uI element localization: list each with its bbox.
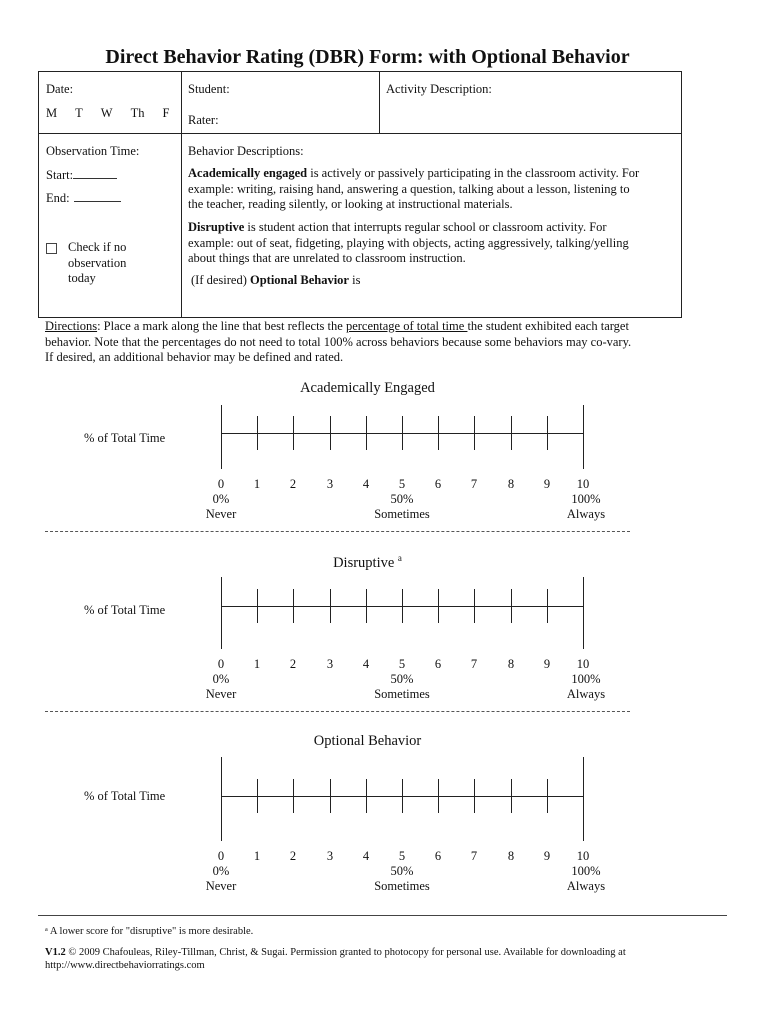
scale-number: 10: [576, 657, 590, 671]
scale-number: 7: [470, 477, 478, 491]
scale-tick: [293, 589, 294, 623]
student-label: Student:: [188, 82, 230, 96]
scale-tick: [547, 779, 548, 813]
scale-tick: [221, 405, 222, 469]
scale-number: 0: [217, 849, 225, 863]
scale-number: 3: [326, 849, 334, 863]
scale-anchor-0: 0% Never: [205, 864, 237, 893]
scale-number: 4: [362, 849, 370, 863]
end-label: End:: [46, 190, 121, 207]
scale-number: 5: [398, 657, 406, 671]
scale-number: 2: [289, 849, 297, 863]
website-link[interactable]: http://www.directbehaviorratings.com: [45, 960, 205, 971]
scale-title-engaged: Academically Engaged: [300, 380, 435, 396]
observation-time-label: Observation Time:: [46, 144, 140, 158]
scale-tick: [547, 416, 548, 450]
scale-number: 8: [507, 849, 515, 863]
scale-tick: [366, 779, 367, 813]
scale-tick: [221, 757, 222, 841]
day-w[interactable]: W: [100, 106, 113, 120]
scale-tick: [293, 416, 294, 450]
scale-tick: [474, 416, 475, 450]
scale-anchor-5: 50% Sometimes: [374, 492, 430, 521]
start-label: Start:: [46, 167, 117, 184]
engaged-description: Academically engaged is actively or passively participating in the classroom activity. For example: writing, raising hand, answering a question, talking about a lesson, listening to the teacher, reading silently, or looking at instructional materials.: [188, 166, 640, 211]
scale-tick: [221, 577, 222, 649]
scale-tick: [583, 757, 584, 841]
no-observation-check[interactable]: [46, 240, 57, 256]
scale-tick: [402, 416, 403, 450]
day-th[interactable]: Th: [130, 106, 145, 120]
day-f[interactable]: F: [162, 106, 170, 120]
scale-tick: [257, 416, 258, 450]
scale-tick: [330, 589, 331, 623]
pct-label-optional: % of Total Time: [84, 789, 166, 803]
scale-number: 6: [434, 849, 442, 863]
scale-anchor-5: 50% Sometimes: [374, 864, 430, 893]
day-m[interactable]: M: [46, 106, 58, 120]
scale-tick: [438, 779, 439, 813]
scale-number: 8: [507, 657, 515, 671]
scale-number: 4: [362, 477, 370, 491]
scale-tick: [257, 589, 258, 623]
scale-anchor-10: 100% Always: [566, 864, 606, 893]
scale-tick: [366, 589, 367, 623]
scale-tick: [330, 779, 331, 813]
scale-number: 8: [507, 477, 515, 491]
scale-tick: [511, 779, 512, 813]
scale-anchor-0: 0% Never: [205, 672, 237, 701]
scale-anchor-5: 50% Sometimes: [374, 672, 430, 701]
scale-number: 1: [253, 849, 261, 863]
scale-number: 3: [326, 657, 334, 671]
scale-number: 1: [253, 657, 261, 671]
scale-number: 10: [576, 477, 590, 491]
scale-tick: [330, 416, 331, 450]
scale-tick: [438, 416, 439, 450]
scale-anchor-10: 100% Always: [566, 672, 606, 701]
scale-tick: [257, 779, 258, 813]
start-field[interactable]: [73, 167, 117, 179]
end-field[interactable]: [74, 190, 121, 202]
weekday-options[interactable]: [46, 106, 187, 122]
scale-number: 10: [576, 849, 590, 863]
form-title: Direct Behavior Rating (DBR) Form: with Optional Behavior: [105, 46, 630, 68]
scale-tick: [583, 405, 584, 469]
divider: [45, 531, 630, 532]
scale-anchor-0: 0% Never: [205, 492, 237, 521]
scale-title-optional: Optional Behavior: [313, 733, 422, 749]
rater-label: Rater:: [188, 113, 219, 127]
no-observation-text: Check if no observation today: [68, 240, 127, 285]
pct-label-engaged: % of Total Time: [84, 431, 166, 445]
checkbox-icon[interactable]: [46, 243, 57, 254]
scale-number: 2: [289, 477, 297, 491]
activity-label: Activity Description:: [386, 82, 492, 96]
directions: Directions: Place a mark along the line that best reflects the percentage of total time the student exhibited each target behavior. Note that the percentages do not need to total 100% across behaviors because some behaviors may co-vary. If desired, an additional behavior may be defined and rated.: [45, 319, 632, 364]
scale-anchor-10: 100% Always: [566, 492, 606, 521]
scale-number: 1: [253, 477, 261, 491]
scale-tick: [402, 589, 403, 623]
scale-tick: [511, 589, 512, 623]
scale-tick: [583, 577, 584, 649]
scale-tick: [366, 416, 367, 450]
behavior-heading: Behavior Descriptions:: [188, 144, 304, 158]
scale-tick: [474, 589, 475, 623]
scale-tick: [547, 589, 548, 623]
scale-tick: [511, 416, 512, 450]
scale-number: 6: [434, 477, 442, 491]
scale-tick: [438, 589, 439, 623]
scale-number: 9: [543, 477, 551, 491]
scale-number: 9: [543, 657, 551, 671]
scale-number: 4: [362, 657, 370, 671]
scale-number: 5: [398, 849, 406, 863]
scale-number: 3: [326, 477, 334, 491]
copyright: V1.2 © 2009 Chafouleas, Riley-Tillman, Christ, & Sugai. Permission granted to photocopy for personal use. Available for downloading at http://www.directbehaviorratings.com: [45, 946, 725, 972]
scale-number: 6: [434, 657, 442, 671]
day-t[interactable]: T: [75, 106, 83, 120]
date-label: Date:: [46, 82, 74, 96]
divider: [45, 711, 630, 712]
scale-title-disruptive: Disruptive $^a$: [333, 553, 402, 571]
scale-number: 9: [543, 849, 551, 863]
header-box: [38, 71, 682, 318]
disruptive-description: Disruptive is student action that interrupts regular school or classroom activity. For example: out of seat, fidgeting, playing with objects, acting aggressively, talking/yelling about things that are unrelated to classroom instruction.: [188, 220, 629, 265]
scale-number: 7: [470, 657, 478, 671]
pct-label-disruptive: % of Total Time: [84, 603, 166, 617]
scale-tick: [402, 779, 403, 813]
optional-description: (If desired) Optional Behavior is: [191, 273, 361, 287]
scale-tick: [474, 779, 475, 813]
scale-tick: [293, 779, 294, 813]
footer-rule: [38, 915, 727, 916]
scale-number: 2: [289, 657, 297, 671]
scale-number: 0: [217, 477, 225, 491]
scale-number: 7: [470, 849, 478, 863]
footnote: ᵃ A lower score for "disruptive" is more desirable.: [45, 926, 254, 937]
scale-number: 5: [398, 477, 406, 491]
scale-number: 0: [217, 657, 225, 671]
